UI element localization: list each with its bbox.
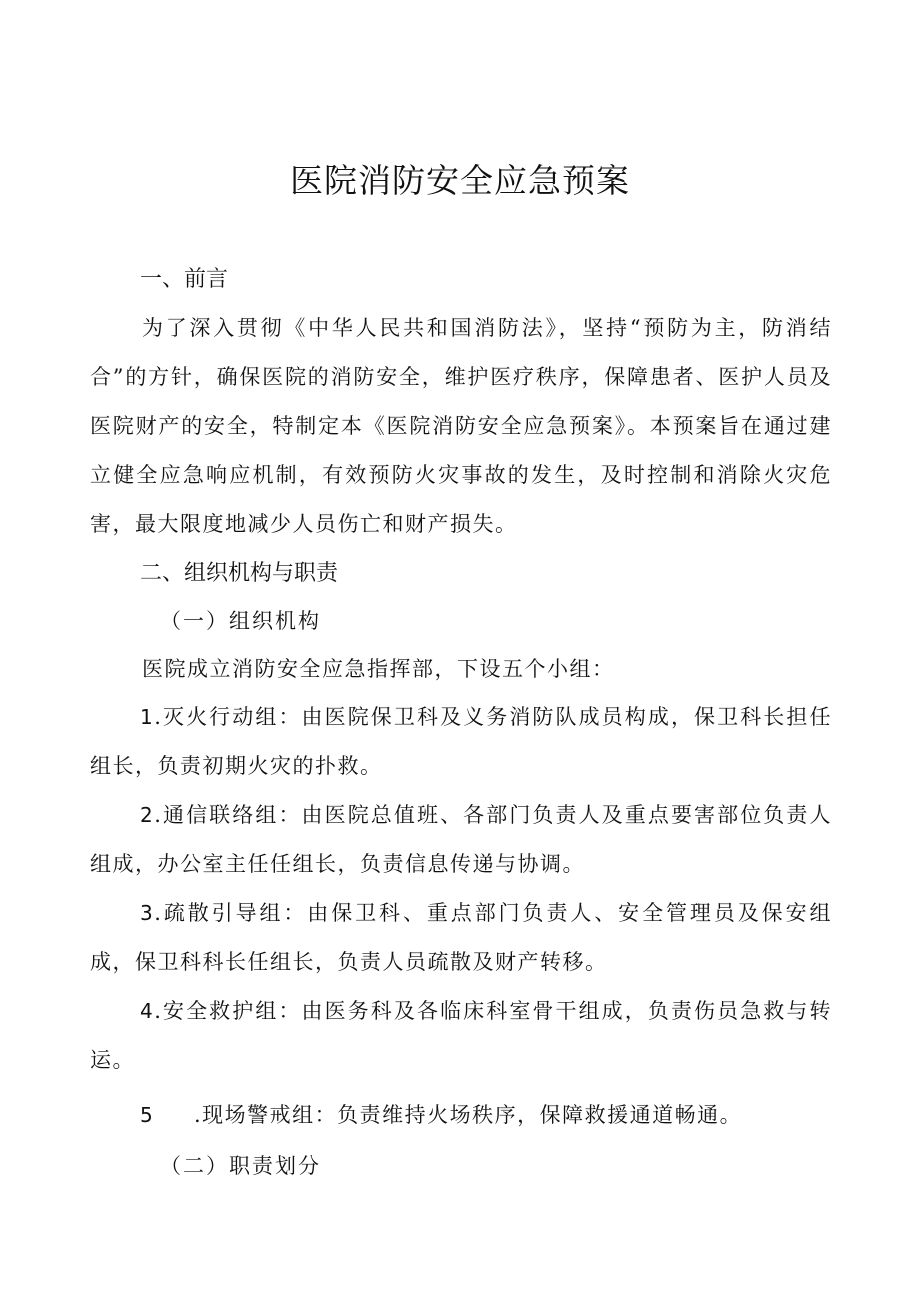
list-item-number: 3 <box>140 901 155 925</box>
list-item <box>90 791 832 889</box>
list-item-number: 4 <box>140 999 155 1023</box>
list-item-text: .疏散引导组：由保卫科、重点部门负责人、安全管理员及保安组成，保卫科科长任组长，负责人员疏散及财产转移。 <box>90 901 832 974</box>
section-heading-preface: 一、前言 <box>140 267 229 292</box>
list-item <box>140 1099 742 1131</box>
list-item <box>90 693 832 791</box>
list-item-number: 2 <box>140 803 155 827</box>
list-item-number: 5 <box>140 1103 155 1127</box>
structure-intro: 医院成立消防安全应急指挥部，下设五个小组： <box>142 657 615 681</box>
list-item-text: .通信联络组：由医院总值班、各部门负责人及重点要害部位负责人组成，办公室主任任组长，负责信息传递与协调。 <box>90 803 832 876</box>
list-item-number: 1 <box>140 705 155 729</box>
list-item-text: .现场警戒组：负责维持火场秩序，保障救援通道畅通。 <box>194 1103 743 1127</box>
preface-paragraph: 为了深入贯彻《中华人民共和国消防法》，坚持“预防为主，防消结合”的方针，确保医院的消防安全，维护医疗秩序，保障患者、医护人员及医院财产的安全，特制定本《医院消防安全应急预案》。本预案旨在通过建立健全应急响应机制，有效预防火灾事故的发生，及时控制和消除火灾危害，最大限度地减少人员伤亡和财产损失。 <box>90 316 832 536</box>
subsection-heading-duties: （二）职责划分 <box>160 1154 321 1178</box>
list-item <box>90 889 832 987</box>
list-item <box>90 987 832 1085</box>
section-heading-organization: 二、组织机构与职责 <box>140 561 339 586</box>
list-item-text: .安全救护组：由医务科及各临床科室骨干组成，负责伤员急救与转运。 <box>90 999 832 1072</box>
subsection-heading-structure: （一）组织机构 <box>160 609 321 633</box>
document-title: 医院消防安全应急预案 <box>290 161 630 200</box>
list-item-text: .灭火行动组：由医院保卫科及义务消防队成员构成，保卫科长担任组长，负责初期火灾的扑救。 <box>90 705 832 778</box>
